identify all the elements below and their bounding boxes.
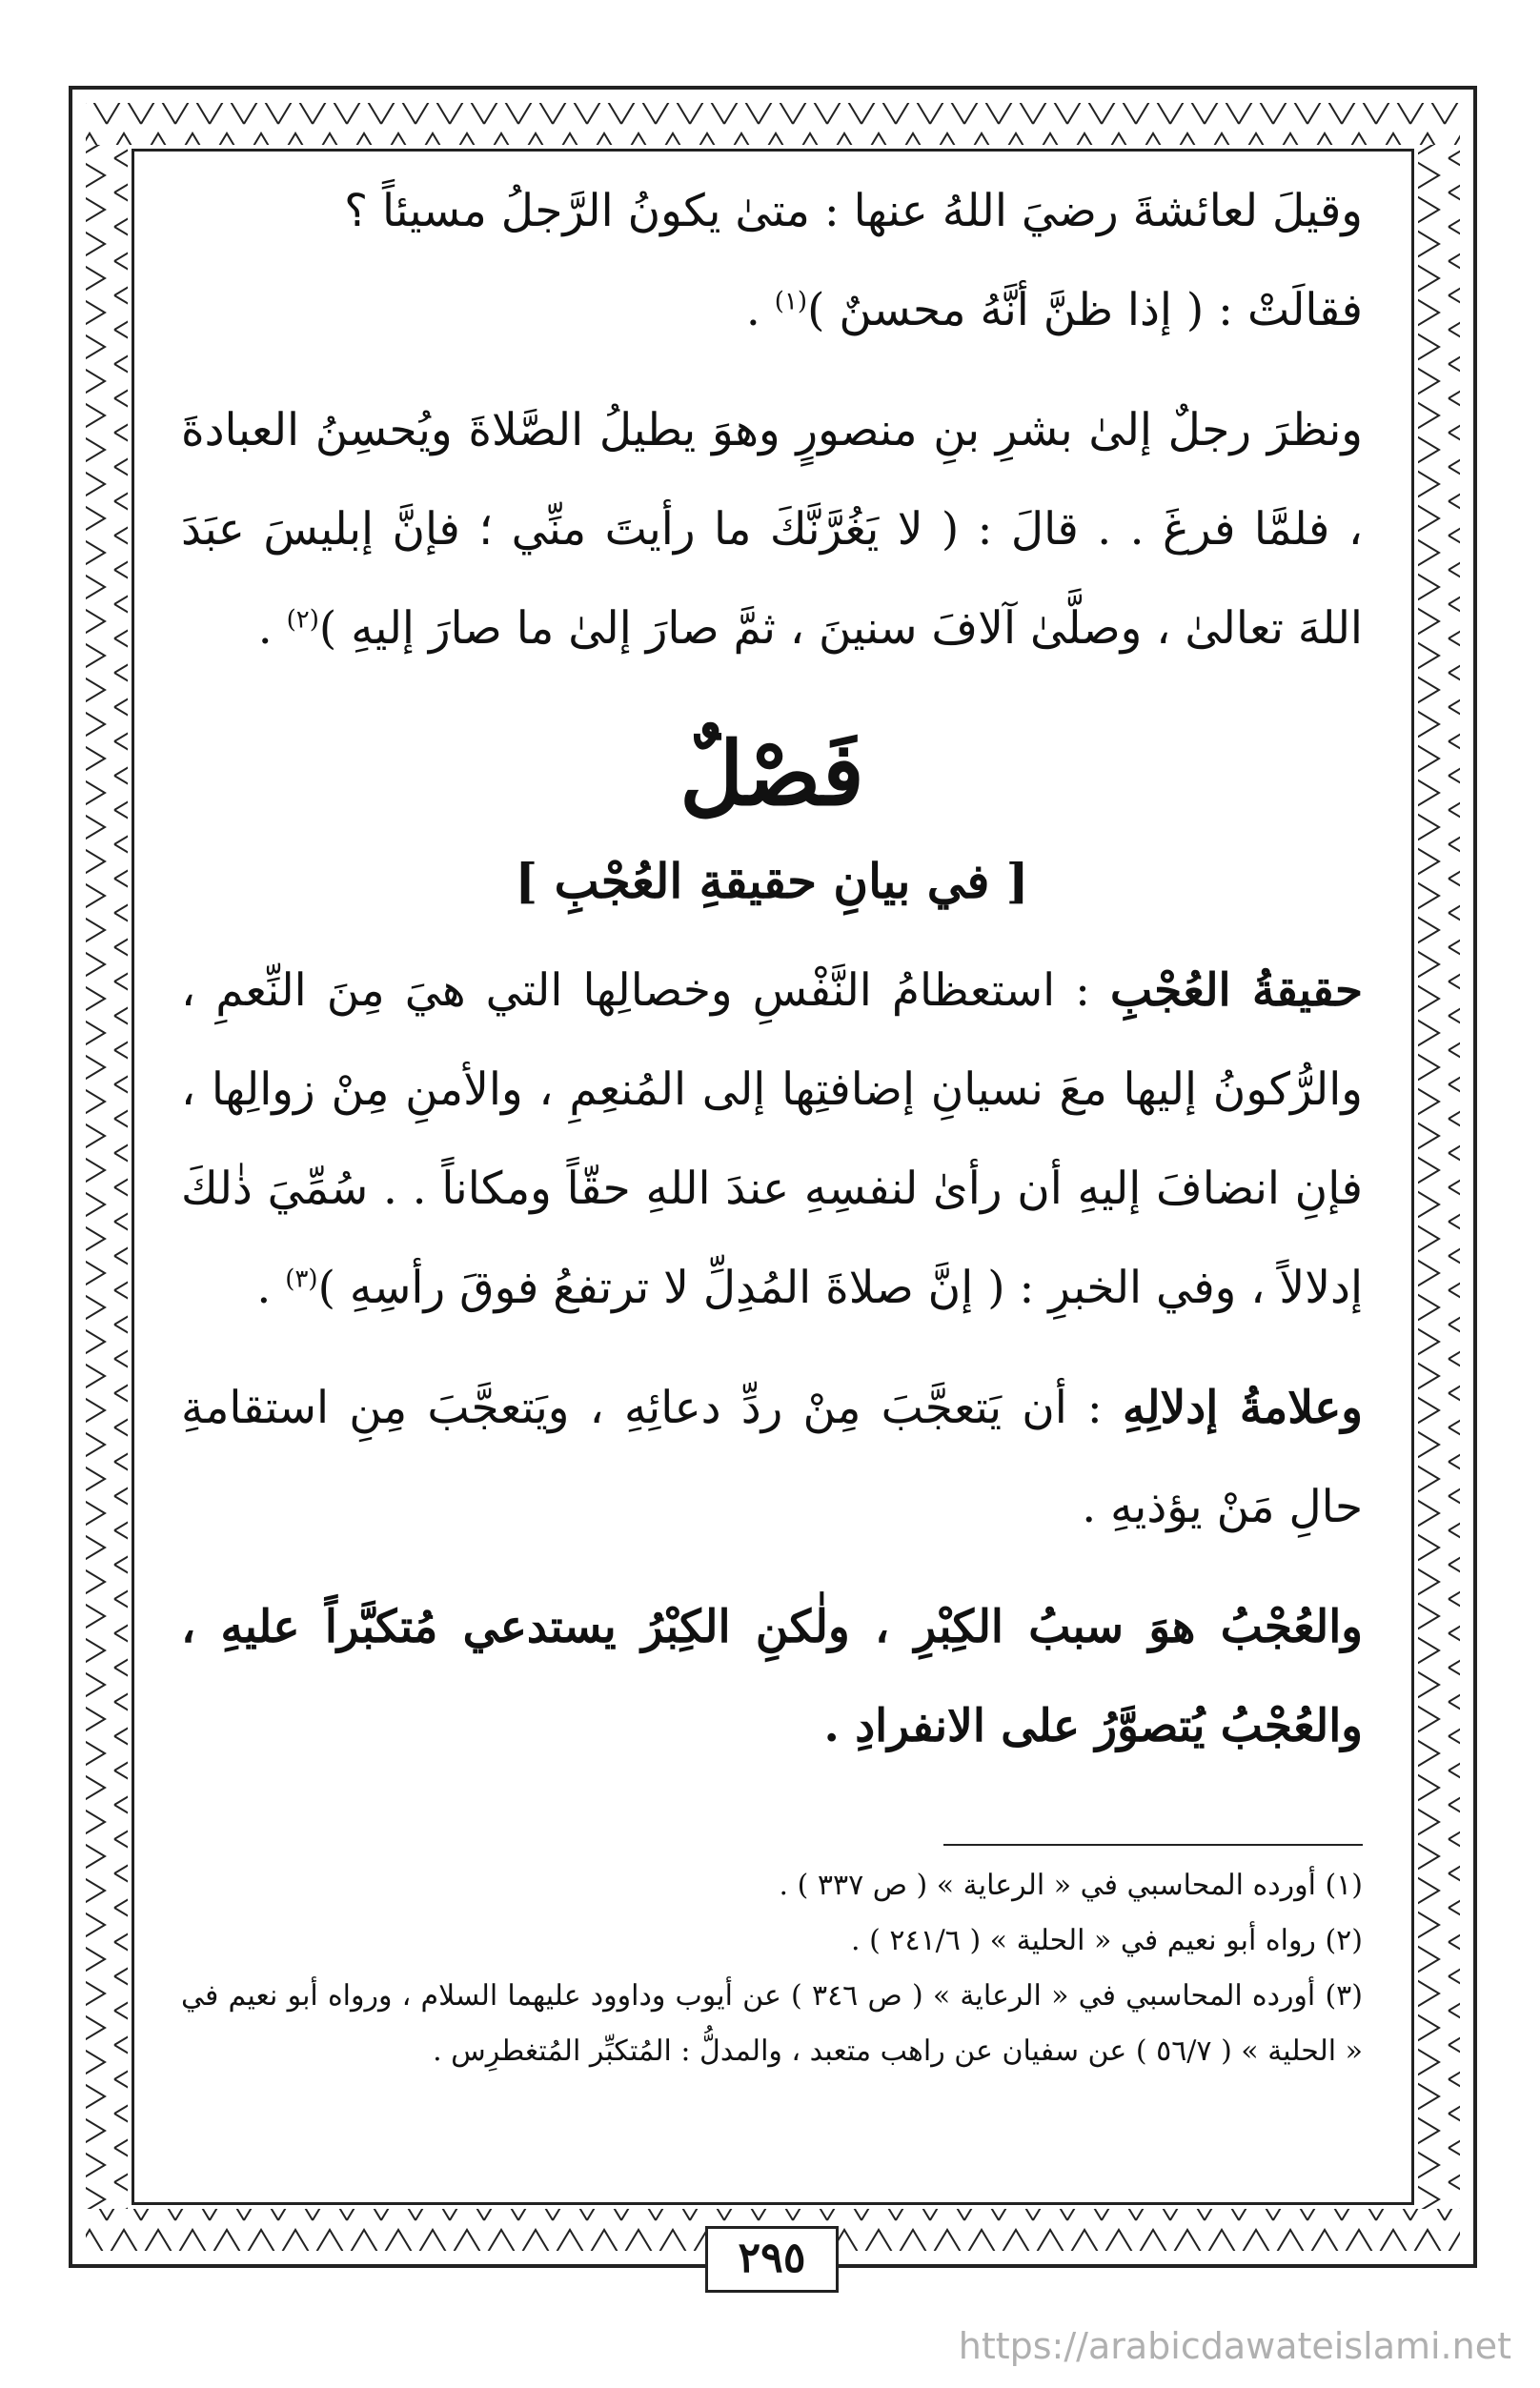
aisha-question: وقيلَ لعائشةَ رضيَ اللهُ عنها : متىٰ يكونُ الرَّجلُ مسيئاً ؟ <box>344 185 1363 237</box>
paragraph-definition: حقيقةُ العُجْبِ : استعظامُ النَّفْسِ وخصالِها التي هيَ مِنَ النِّعمِ ، والرُّكونُ إليها معَ نسيانِ إضافتِها إلى المُنعِمِ ، والأمنِ مِنْ زوالِها ، فإنِ انضافَ إليهِ أن رأىٰ لنفسِهِ عندَ اللهِ حقّاً ومكاناً . . سُمِّيَ ذٰلكَ إدلالاً ، وفي الخبرِ : ( إنَّ صلاةَ المُدِلِّ لا ترتفعُ فوقَ رأسِهِ )$^{(٣)}$ . <box>181 964 1364 1314</box>
footnote-ref-2[interactable]: (٢) <box>286 605 319 635</box>
definition-text: : استعظامُ النَّفْسِ وخصالِها التي هيَ مِنَ النِّعمِ ، والرُّكونُ إليها معَ نسيانِ إضافتِها إلى المُنعِمِ ، والأمنِ مِنْ زوالِها ، فإنِ انضافَ إليهِ أن رأىٰ لنفسِهِ عندَ اللهِ حقّاً ومكاناً . . سُمِّيَ ذٰلكَ إدلالاً ، وفي الخبرِ : ( إنَّ صلاةَ المُدِلِّ لا ترتفعُ فوقَ رأسِهِ ) <box>181 964 1363 1314</box>
bishr-text: ونظرَ رجلٌ إلىٰ بشرِ بنِ منصورٍ وهوَ يطيلُ الصَّلاةَ ويُحسِنُ العبادةَ ، فلمَّا فرغَ . . قالَ : ( لا يَغُرَّنَّكَ ما رأيتَ منِّي ؛ فإنَّ إبليسَ عبَدَ اللهَ تعالىٰ ، وصلَّىٰ آلافَ سنينَ ، ثمَّ صارَ إلىٰ ما صارَ إليهِ ) <box>181 404 1363 655</box>
page-number: ٢٩٥ <box>705 2226 839 2293</box>
main-text <box>181 162 1363 1776</box>
footnote-ref-1[interactable]: (١) <box>774 287 808 316</box>
sign-term: وعلامةُ إدلالِهِ <box>1122 1382 1363 1434</box>
watermark-url[interactable]: https://arabicdawateislami.net <box>958 2325 1511 2367</box>
aisha-answer: فقالَتْ : ( إذا ظنَّ أنَّهُ محسنٌ ) <box>807 284 1363 336</box>
section-subtitle: [ في بيانِ حقيقةِ العُجْبِ ] <box>515 853 1029 909</box>
sign-text: : أن يَتعجَّبَ مِنْ ردِّ دعائِهِ ، ويَتعجَّبَ مِنِ استقامةِ حالِ مَنْ يؤذيهِ . <box>181 1382 1363 1533</box>
footnote-3: (٣) أورده المحاسبي في « الرعاية » ( ص ٣٤٦ ) عن أيوب وداوود عليهما السلام ، ورواه أبو نعيم في « الحلية » ( ٥٦/٧ ) عن سفيان عن راهب متعبد ، والمدلُّ : المُتكبِّر المُتغطرِس . <box>181 1979 1363 2068</box>
paragraph-conclusion: والعُجْبُ هوَ سببُ الكِبْرِ ، ولٰكنِ الكِبْرُ يستدعي مُتكبَّراً عليهِ ، والعُجْبُ يُتصوَّرُ على الانفرادِ . <box>181 1601 1363 1752</box>
paragraph-sign <box>181 1359 1363 1557</box>
footnote-2: (٢) رواه أبو نعيم في « الحلية » ( ٢٤١/٦ ) . <box>851 1924 1363 1957</box>
paragraph-bishr: ونظرَ رجلٌ إلىٰ بشرِ بنِ منصورٍ وهوَ يطيلُ الصَّلاةَ ويُحسِنُ العبادةَ ، فلمَّا فرغَ . . قالَ : ( لا يَغُرَّنَّكَ ما رأيتَ منِّي ؛ فإنَّ إبليسَ عبَدَ اللهَ تعالىٰ ، وصلَّىٰ آلافَ سنينَ ، ثمَّ صارَ إلىٰ ما صارَ إليهِ )$^{(٢)}$ . <box>181 404 1363 655</box>
definition-term: حقيقةُ العُجْبِ <box>1110 964 1364 1017</box>
footnotes <box>181 1858 1363 2079</box>
footnote-divider <box>943 1844 1363 1846</box>
section-title: فَصْلٌ <box>679 722 864 825</box>
footnote-1: (١) أورده المحاسبي في « الرعاية » ( ص ٣٣٧ ) . <box>779 1869 1363 1902</box>
footnote-ref-3[interactable]: (٣) <box>285 1265 318 1294</box>
paragraph-aisha: وقيلَ لعائشةَ رضيَ اللهُ عنها : متىٰ يكونُ الرَّجلُ مسيئاً ؟ فقالَتْ : ( إذا ظنَّ أنَّهُ محسنٌ )$^{(١)}$ . <box>344 185 1363 336</box>
